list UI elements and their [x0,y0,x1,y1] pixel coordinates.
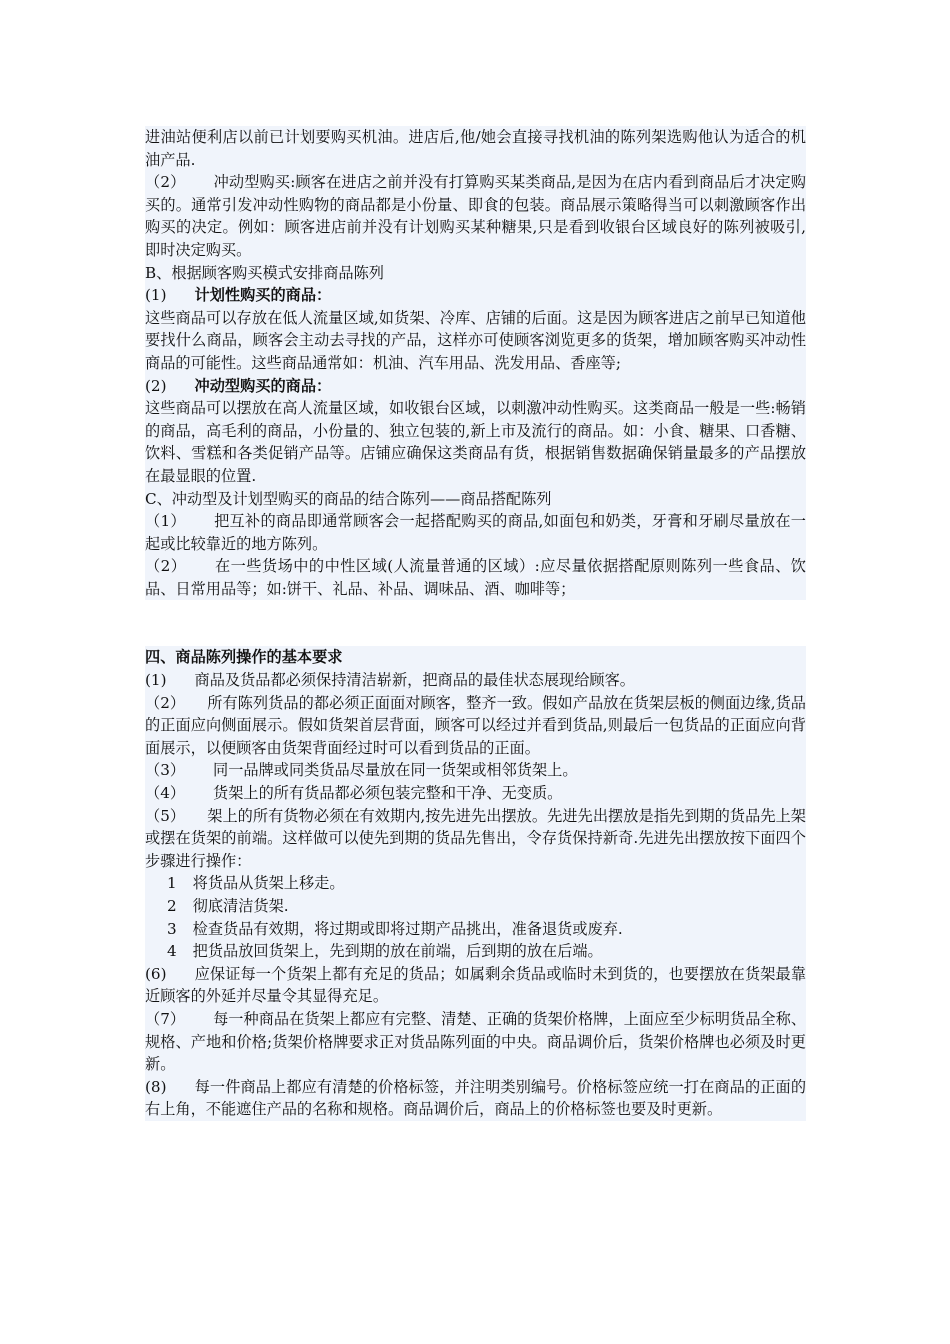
section-title: 四、商品陈列操作的基本要求 [145,648,343,667]
paragraph: 这些商品可以摆放在高人流量区域，如收银台区域，以刺激冲动性购买。这类商品一般是一些:畅销的商品，高毛利的商品，小份量的、独立包装的,新上市及流行的商品。如：小食、糖果、口香糖、饮料、雪糕和各类促销产品等。店铺应确保这类商品有货，根据销售数据确保销量最多的产品摆放在最显眼的位置. [145,399,806,485]
step-item: 4 把货品放回货架上，先到期的放在前端，后到期的放在后端。 [167,942,603,961]
subsection-heading: C、冲动型及计划型购买的商品的结合陈列——商品搭配陈列 [145,489,552,508]
requirement-item: （7） 每一种商品在货架上都应有完整、清楚、正确的货架价格牌，上面应至少标明货品全称、规格、产地和价格;货架价格牌要求正对货品陈列面的中央。商品调价后，货架价格牌也必须及时更新。 [145,1009,807,1074]
paragraph: （2） 在一些货场中的中性区域(人流量普通的区域）:应尽量依据搭配原则陈列一些食品、饮品、日常用品等；如:饼干、礼品、补品、调味品、酒、咖啡等； [145,557,806,598]
requirement-item: （5） 架上的所有货物必须在有效期内,按先进先出摆放。先进先出摆放是指先到期的货品先上架或摆在货架的前端。这样做可以使先到期的货品先售出，令存货保持新奇.先进先出摆放按下面四个步骤进行操作： [145,806,806,870]
step-item: 3 检查货品有效期，将过期或即将过期产品挑出，准备退货或废弃. [167,919,623,938]
item-heading: (2) 冲动型购买的商品： [145,376,332,395]
requirement-item: (8) 每一件商品上都应有清楚的价格标签，并注明类别编号。价格标签应统一打在商品的正面的右上角，不能遮住产品的名称和规格。商品调价后，商品上的价格标签也要及时更新。 [145,1077,806,1119]
paragraph: （2） 冲动型购买:顾客在进店之前并没有打算购买某类商品,是因为在店内看到商品后才决定购买的。通常引发冲动性购物的商品都是小份量、即食的包装。商品展示策略得当可以刺激顾客作出购买的决定。例如：顾客进店前并没有计划购买某种糖果,只是看到收银台区域良好的陈列被吸引,即时决定购买。 [145,173,806,259]
document-body [145,126,806,1121]
paragraph: 这些商品可以存放在低人流量区域,如货架、冷库、店铺的后面。这是因为顾客进店之前早已知道他要找什么商品，顾客会主动去寻找的产品，这样亦可使顾客浏览更多的货架，增加顾客购买冲动性商品的可能性。这些商品通常如：机油、汽车用品、洗发用品、香座等; [145,308,806,372]
blank-line [145,600,806,646]
requirement-item: (1) 商品及货品都必须保持清洁崭新，把商品的最佳状态展现给顾客。 [145,671,635,690]
subsection-heading: B、根据顾客购买模式安排商品陈列 [145,263,384,282]
requirement-item: （4） 货架上的所有货品都必须包装完整和干净、无变质。 [145,784,563,803]
paragraph: （1） 把互补的商品即通常顾客会一起搭配购买的商品,如面包和奶类，牙膏和牙刷尽量放在一起或比较靠近的地方陈列。 [145,512,806,553]
paragraph: 进油站便利店以前已计划要购买机油。进店后,他/她会直接寻找机油的陈列架选购他认为适合的机油产品. [145,128,806,169]
step-item: 2 彻底清洁货架. [167,897,289,915]
item-heading: (1) 计划性购买的商品： [145,286,332,305]
requirement-item: （3） 同一品牌或同类货品尽量放在同一货架或相邻货架上。 [145,761,578,780]
requirement-item: (6) 应保证每一个货架上都有充足的货品；如属剩余货品或临时未到货的，也要摆放在货架最靠近顾客的外延并尽量令其显得充足。 [145,964,806,1006]
requirement-item: （2） 所有陈列货品的都必须正面面对顾客，整齐一致。假如产品放在货架层板的侧面边缘,货品的正面应向侧面展示。假如货架首层背面，顾客可以经过并看到货品,则最后一包货品的正面应向背面展示，以便顾客由货架背面经过时可以看到货品的正面。 [145,693,806,757]
step-item: 1 将货品从货架上移走。 [167,874,345,893]
